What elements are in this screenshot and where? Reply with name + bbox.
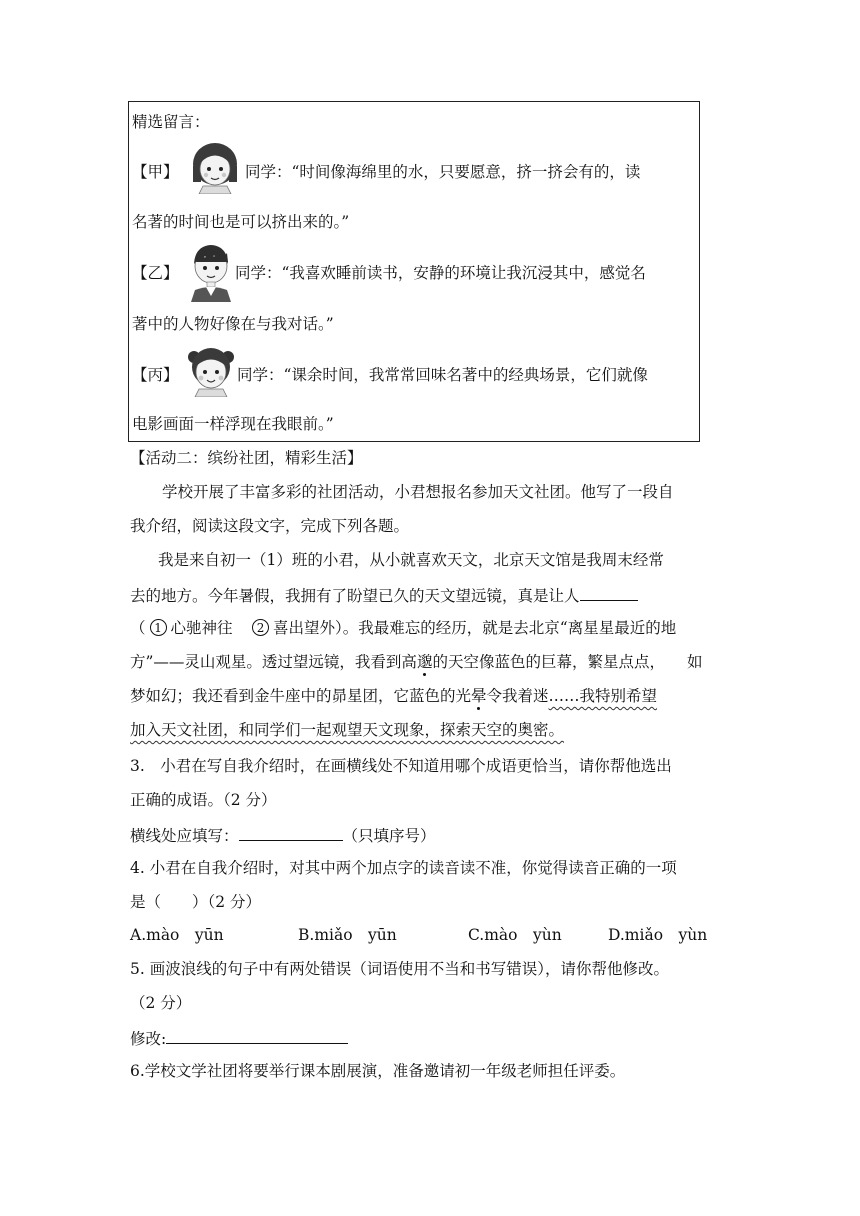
- comments-box: [128, 101, 700, 442]
- wavy-sentence-part1: ……我特别希望: [548, 687, 658, 705]
- q3-line2: 正确的成语。（2 分）: [130, 791, 277, 809]
- idiom-blank: [580, 584, 638, 601]
- q3-answer-blank[interactable]: [239, 824, 343, 841]
- dotted-char-miao: 邈: [416, 653, 433, 671]
- girl-avatar-icon: [185, 343, 237, 397]
- q5-fill-label: 修改:: [130, 1030, 167, 1048]
- q6-line1: 6.学校文学社团将要举行课本剧展演，准备邀请初一年级老师担任评委。: [130, 1062, 626, 1080]
- passage-line5-a: 梦如幻；我还看到金牛座中的昴星团，它蓝色的光: [130, 687, 472, 705]
- jia-line1: 同学：“时间像海绵里的水，只要愿意，挤一挤会有的，读: [245, 163, 641, 181]
- yi-line1: 同学：“我喜欢睡前读书，安静的环境让我沉浸其中，感觉名: [235, 264, 646, 282]
- q4-option-c[interactable]: C.mào yùn: [468, 926, 562, 944]
- q3-fill-label: 横线处应填写：: [130, 827, 239, 845]
- activity2-intro-line1: 学校开展了丰富多彩的社团活动，小君想报名参加天文社团。他写了一段自: [162, 483, 674, 501]
- girl-avatar-icon: [189, 140, 241, 194]
- passage-line2-text: 去的地方。今年暑假，我拥有了盼望已久的天文望远镜，真是让人: [130, 587, 580, 605]
- option2-circle: 2: [252, 619, 269, 636]
- yi-line2: 著中的人物好像在与我对话。”: [132, 315, 334, 333]
- q4-option-b[interactable]: B.miǎo yūn: [298, 926, 397, 944]
- tag-bing: 【丙】: [132, 366, 179, 384]
- passage-line4: [130, 652, 702, 672]
- q3-fill-note: （只填序号）: [342, 827, 436, 845]
- tag-jia: 【甲】: [132, 163, 179, 181]
- paren-open: （: [130, 619, 146, 637]
- q3-fill: [130, 824, 436, 846]
- option1-circle: 1: [150, 619, 167, 636]
- boy-avatar-icon: [187, 240, 235, 302]
- passage-line4-b: 的天空像蓝色的巨幕，繁星点点，: [432, 653, 665, 671]
- q4-line2: 是（ ）（2 分）: [130, 893, 262, 911]
- q4-line1: 4. 小君在自我介绍时，对其中两个加点字的读音读不准，你觉得读音正确的一项: [130, 859, 677, 877]
- passage-line6: [130, 720, 564, 740]
- q4-option-d[interactable]: D.miǎo yùn: [608, 926, 708, 944]
- activity2-intro-line2: 我介绍，阅读这段文字，完成下列各题。: [130, 517, 410, 535]
- wavy-sentence-part2: 加入天文社团，和同学们一起观望天文现象，探索天空的奥密。: [130, 721, 565, 739]
- passage-line4-a: 方”——灵山观星。透过望远镜，我看到高: [130, 653, 417, 671]
- bing-line2: 电影画面一样浮现在我眼前。”: [132, 415, 334, 433]
- passage-line5-b: 令我着迷: [486, 687, 549, 705]
- q5-answer-blank[interactable]: [166, 1027, 348, 1044]
- passage-line1: 我是来自初一（1）班的小君，从小就喜欢天文，北京天文馆是我周末经常: [158, 551, 664, 569]
- box-heading: 精选留言：: [132, 113, 210, 131]
- passage-line4-c: 如: [686, 653, 703, 671]
- q5-line2: （2 分）: [130, 994, 192, 1012]
- q5-fill: [130, 1027, 348, 1049]
- passage-line3: [130, 618, 676, 638]
- passage-line5: [130, 686, 657, 706]
- q4-option-a[interactable]: A.mào yūn: [130, 926, 224, 944]
- option2-text: 喜出望外）。我最难忘的经历，就是去北京“离星星最近的地: [273, 619, 677, 637]
- q3-line1: 3. 小君在写自我介绍时，在画横线处不知道用哪个成语更恰当，请你帮他选出: [130, 757, 672, 775]
- passage-line2: [130, 584, 638, 606]
- q5-line1: 5. 画波浪线的句子中有两处错误（词语使用不当和书写错误），请你帮他修改。: [130, 960, 669, 978]
- bing-line1: 同学：“课余时间，我常常回味名著中的经典场景，它们就像: [237, 366, 648, 384]
- jia-line2: 名著的时间也是可以挤出来的。”: [132, 213, 350, 231]
- activity2-title: 【活动二：缤纷社团，精彩生活】: [130, 449, 363, 467]
- option1-text: 心驰神往: [170, 619, 233, 637]
- dotted-char-yun: 晕: [471, 687, 487, 705]
- tag-yi: 【乙】: [132, 264, 179, 282]
